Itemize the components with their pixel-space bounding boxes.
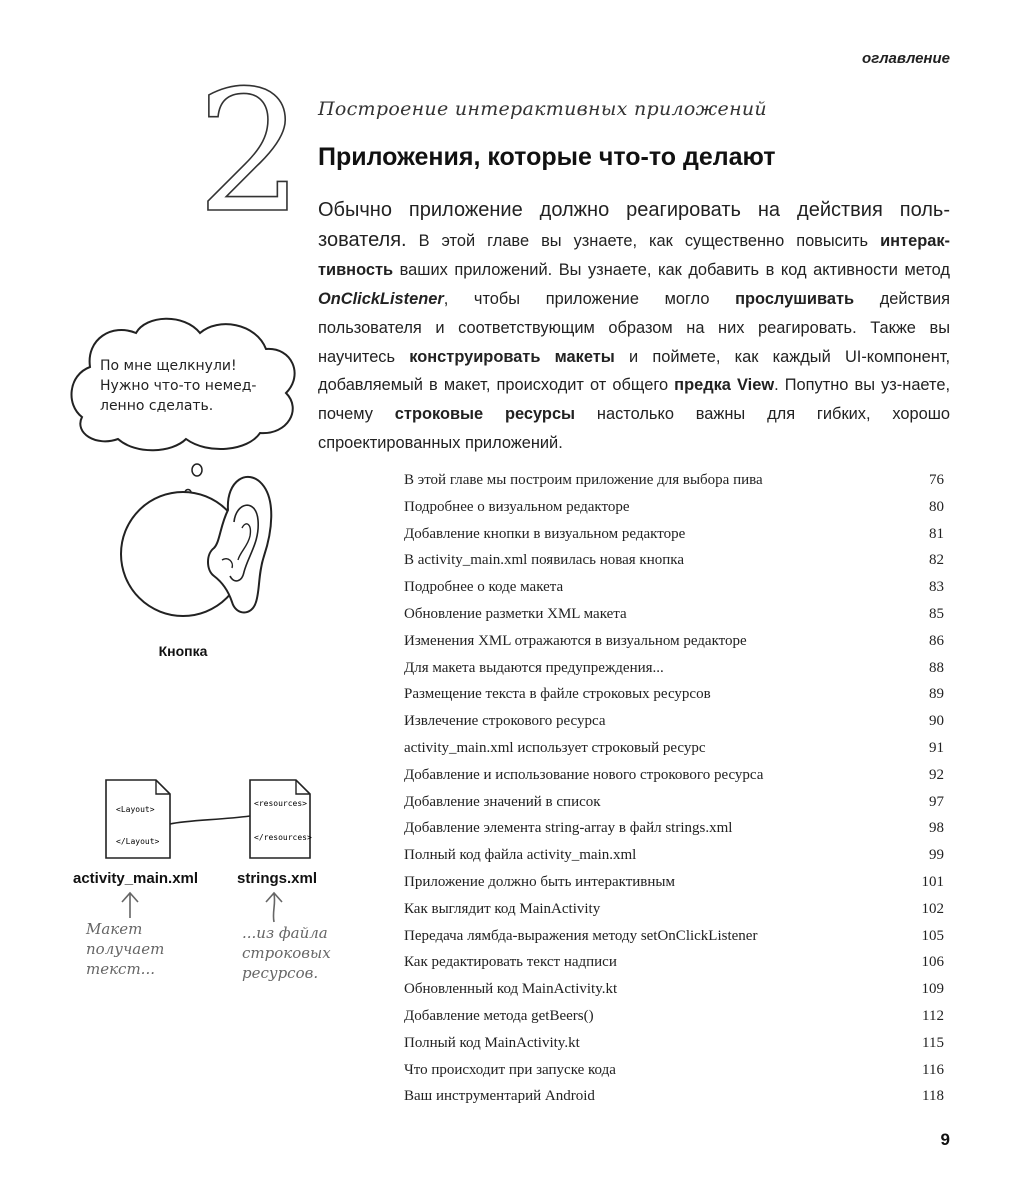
toc-entry[interactable] xyxy=(404,1030,944,1057)
toc-entry-page: 88 xyxy=(929,659,944,676)
toc-list xyxy=(404,467,944,1110)
toc-entry-page: 86 xyxy=(929,632,944,649)
intro-text: ваших приложений. Вы узнаете, как добавить в код активности метод xyxy=(393,260,950,279)
intro-text: , чтобы приложение могло xyxy=(443,289,736,308)
toc-entry-page: 92 xyxy=(929,766,944,783)
annotation-layout-gets-text xyxy=(86,919,206,979)
annotation-from-resources xyxy=(242,923,352,983)
toc-entry[interactable] xyxy=(404,869,944,896)
toc-entry-title: Добавление значений в список xyxy=(404,793,601,810)
toc-entry-page: 99 xyxy=(929,847,944,864)
toc-entry[interactable] xyxy=(404,735,944,762)
toc-entry[interactable] xyxy=(404,976,944,1003)
toc-entry[interactable] xyxy=(404,1083,944,1110)
toc-entry-title: В activity_main.xml появилась новая кнопка xyxy=(404,552,684,569)
toc-entry-page: 98 xyxy=(929,820,944,837)
toc-entry-title: Добавление элемента string-array в файл strings.xml xyxy=(404,820,733,837)
toc-entry-title: Как редактировать текст надписи xyxy=(404,954,617,971)
toc-entry-page: 118 xyxy=(922,1088,944,1105)
layout-open-tag: <Layout> xyxy=(116,805,155,814)
toc-entry-title: Изменения XML отражаются в визуальном редакторе xyxy=(404,632,747,649)
xml-files-diagram xyxy=(70,770,360,870)
arrow-up-icon xyxy=(118,890,142,920)
toc-entry-page: 109 xyxy=(921,981,944,998)
toc-entry-page: 116 xyxy=(922,1061,944,1078)
intro-text: действия пользователя и соответствующим образом на них реагировать. Также вы научитесь xyxy=(318,289,950,366)
toc-entry-title: activity_main.xml использует строковый ресурс xyxy=(404,739,706,756)
chapter-title: Приложения, которые что-то делают xyxy=(318,143,776,171)
toc-entry[interactable] xyxy=(404,708,944,735)
toc-entry-title: Добавление и использование нового строкового ресурса xyxy=(404,766,764,783)
toc-entry-title: Передача лямбда-выражения методу setOnClickListener xyxy=(404,927,758,944)
intro-text: В этой главе вы узнаете, как существенно повысить xyxy=(406,231,881,250)
chapter-number-text: 2 xyxy=(196,54,304,250)
toc-entry-page: 83 xyxy=(929,579,944,596)
toc-entry-page: 106 xyxy=(921,954,944,971)
toc-entry-title: Подробнее о коде макета xyxy=(404,579,564,596)
toc-entry-title: В этой главе мы построим приложение для выбора пива xyxy=(404,472,763,488)
toc-entry[interactable] xyxy=(404,494,944,521)
toc-entry-title: Ваш инструментарий Android xyxy=(404,1088,595,1105)
file-label-strings: strings.xml xyxy=(237,870,318,887)
button-caption: Кнопка xyxy=(158,643,208,659)
toc-entry[interactable] xyxy=(404,1003,944,1030)
section-header: оглавление xyxy=(862,50,950,67)
intro-text: . Попутно вы уз-наете, почему xyxy=(318,376,950,424)
toc-entry[interactable] xyxy=(404,467,944,494)
bubble-line: Нужно что-то немед- xyxy=(100,378,257,394)
annotation-line: строковых xyxy=(242,944,331,962)
toc-entry-page: 90 xyxy=(929,713,944,730)
toc-entry-title: Что происходит при запуске кода xyxy=(404,1061,616,1078)
toc-entry-title: Добавление кнопки в визуальном редакторе xyxy=(404,525,686,542)
layout-file-icon xyxy=(106,780,170,858)
annotation-line: текст... xyxy=(86,960,155,978)
intro-text: настолько важны для гибких, хорошо спроектированных приложений. xyxy=(318,405,950,453)
intro-bold-listen: прослушивать xyxy=(735,289,855,308)
toc-entry[interactable] xyxy=(404,574,944,601)
toc-entry-page: 97 xyxy=(929,793,944,810)
toc-entry[interactable] xyxy=(404,1057,944,1084)
toc-entry-page: 105 xyxy=(921,927,944,944)
toc-entry-title: Полный код MainActivity.kt xyxy=(404,1034,580,1051)
page-number: 9 xyxy=(940,1130,950,1149)
intro-bold-view: предка View xyxy=(674,376,775,395)
intro-bold-string-resources: строковые ресурсы xyxy=(394,405,576,424)
chapter-intro xyxy=(318,196,950,458)
intro-text: и поймете, как каждый UI-компонент, добавляемый в макет, происходит от общего xyxy=(318,347,950,395)
intro-code-onclicklistener: OnClickListener xyxy=(318,289,444,308)
toc-entry[interactable] xyxy=(404,896,944,923)
bubble-line: По мне щелкнули! xyxy=(100,358,237,374)
resources-open-tag: <resources> xyxy=(254,799,307,808)
toc-entry-title: Подробнее о визуальном редакторе xyxy=(404,498,630,515)
toc-entry[interactable] xyxy=(404,601,944,628)
toc-entry[interactable] xyxy=(404,655,944,682)
chapter-subtitle: Построение интерактивных приложений xyxy=(318,98,767,120)
annotation-line: Макет xyxy=(86,920,143,938)
toc-entry[interactable] xyxy=(404,949,944,976)
annotation-line: ...из файла xyxy=(242,924,328,942)
toc-entry-title: Обновление разметки XML макета xyxy=(404,605,627,622)
toc-entry-page: 81 xyxy=(929,525,944,542)
toc-entry[interactable] xyxy=(404,923,944,950)
toc-entry-page: 82 xyxy=(929,552,944,569)
intro-bold-interactivity: интерак-тивность xyxy=(318,231,950,279)
toc-entry-page: 76 xyxy=(929,472,944,488)
thought-bubble-text xyxy=(100,356,280,416)
toc-entry-title: Как выглядит код MainActivity xyxy=(404,900,601,917)
annotation-line: получает xyxy=(86,940,165,958)
toc-entry-title: Извлечение строкового ресурса xyxy=(404,713,606,730)
intro-bold-layouts: конструировать макеты xyxy=(409,347,615,366)
toc-entry-title: Размещение текста в файле строковых ресурсов xyxy=(404,686,711,703)
toc-entry-title: Обновленный код MainActivity.kt xyxy=(404,981,618,998)
layout-close-tag: </Layout> xyxy=(116,837,160,846)
toc-entry[interactable] xyxy=(404,521,944,548)
toc-entry-page: 101 xyxy=(921,873,944,890)
strings-file-icon xyxy=(250,780,312,858)
toc-entry[interactable] xyxy=(404,789,944,816)
toc-entry-page: 85 xyxy=(929,605,944,622)
toc-entry-page: 80 xyxy=(929,498,944,515)
toc-entry[interactable] xyxy=(404,547,944,574)
arrow-up-icon xyxy=(262,890,286,924)
chapter-number xyxy=(196,54,304,250)
toc-entry[interactable] xyxy=(404,762,944,789)
toc-entry[interactable] xyxy=(404,842,944,869)
toc-entry[interactable] xyxy=(404,628,944,655)
toc-entry-page: 89 xyxy=(929,686,944,703)
toc-entry-page: 112 xyxy=(922,1007,944,1024)
bubble-line: ленно сделать. xyxy=(100,398,214,414)
toc-entry-title: Для макета выдаются предупреждения... xyxy=(404,659,664,676)
toc-entry-page: 115 xyxy=(922,1034,944,1051)
toc-entry-page: 91 xyxy=(929,739,944,756)
toc-entry[interactable] xyxy=(404,681,944,708)
toc-entry-title: Полный код файла activity_main.xml xyxy=(404,847,637,864)
resources-close-tag: </resources> xyxy=(254,833,312,842)
button-with-ear-icon xyxy=(110,450,280,640)
toc-entry-title: Приложение должно быть интерактивным xyxy=(404,873,675,890)
toc-entry[interactable] xyxy=(404,815,944,842)
toc-entry-page: 102 xyxy=(921,900,944,917)
intro-lead: Обычно приложение должно реагировать на действия поль-зователя. xyxy=(318,199,950,251)
toc-entry-title: Добавление метода getBeers() xyxy=(404,1007,594,1024)
annotation-line: ресурсов. xyxy=(242,964,319,982)
file-label-activity-main: activity_main.xml xyxy=(73,870,199,887)
